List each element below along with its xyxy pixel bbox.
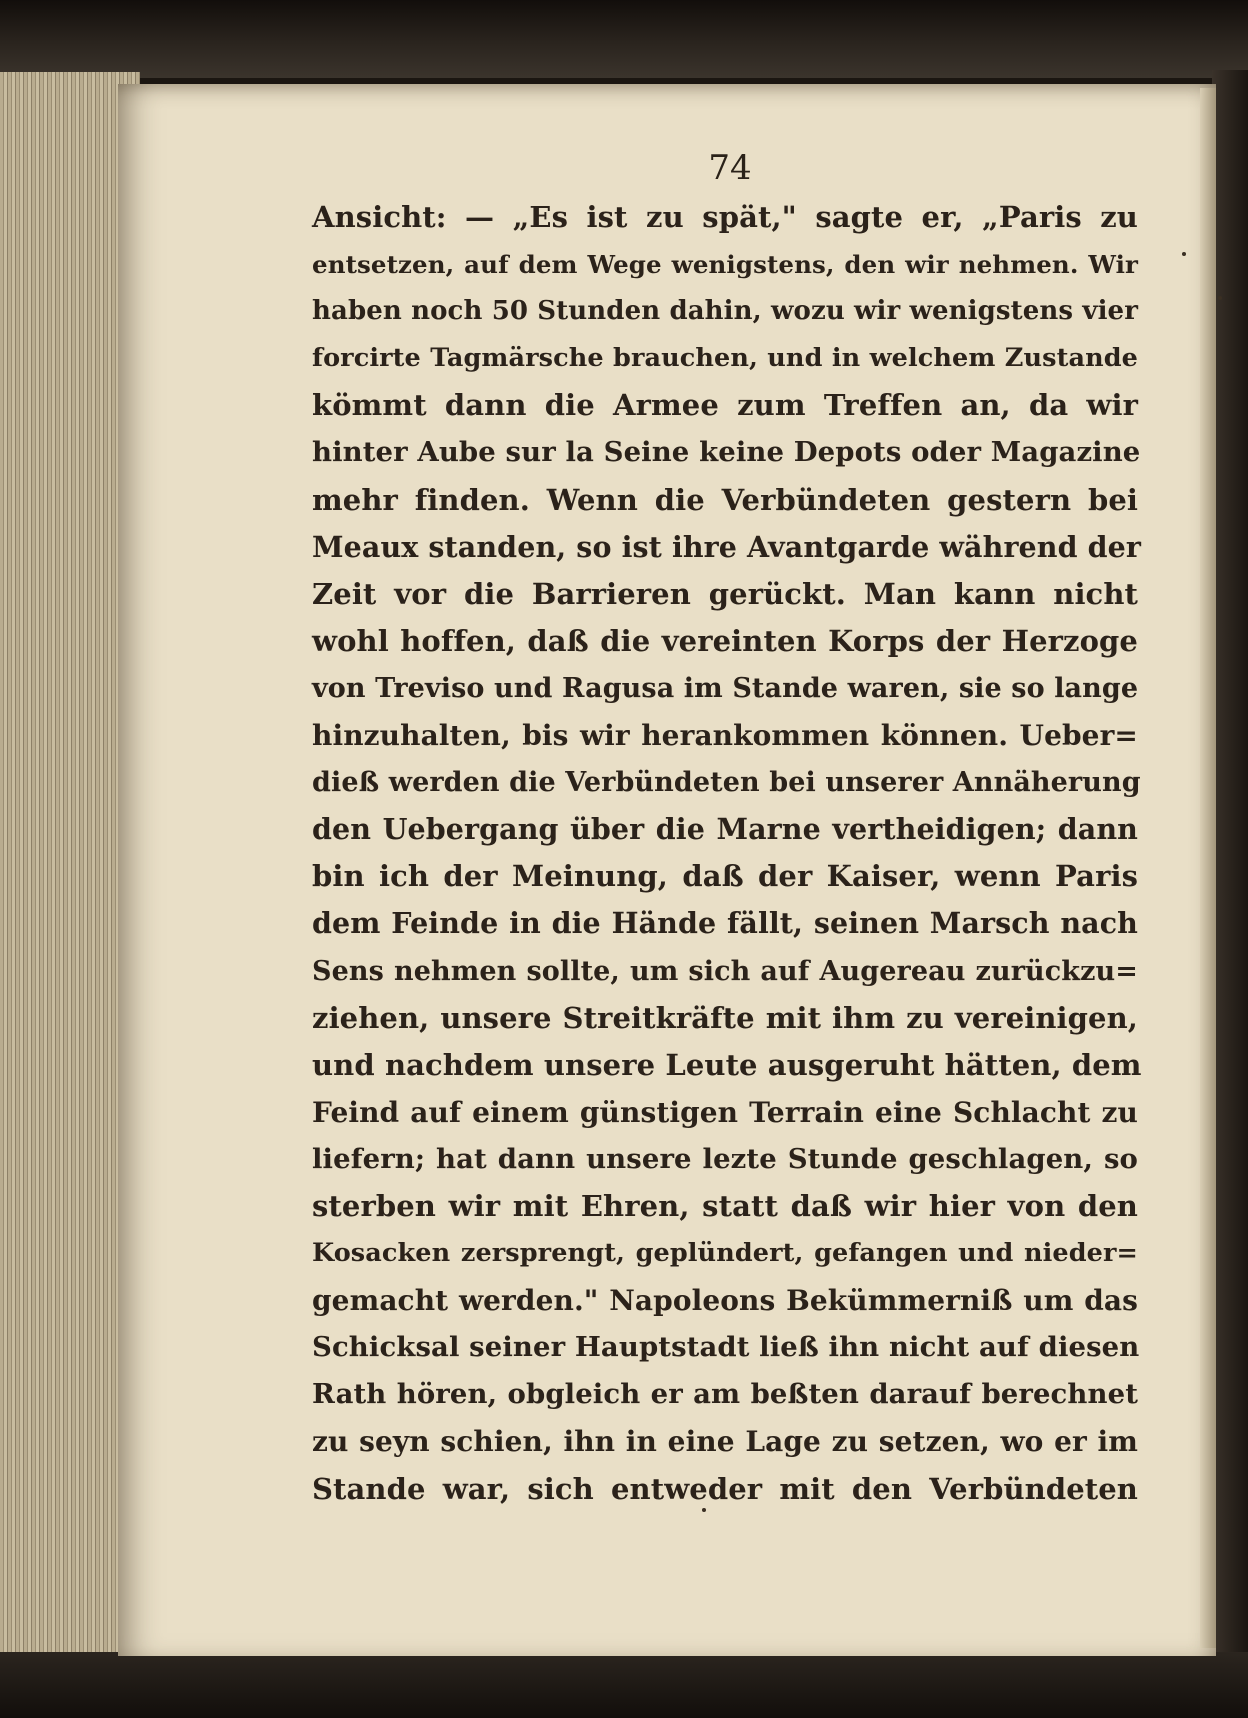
text-line: entsetzen, auf dem Wege wenigstens, den wir nehmen. Wir (312, 250, 1138, 280)
text-line: Rath hören, obgleich er am beßten darauf berechnet (312, 1378, 1138, 1411)
text-line: Sens nehmen sollte, um sich auf Augereau zurückzu= (312, 955, 1138, 987)
text-line: Meaux standen, so ist ihre Avantgarde während der (312, 529, 1142, 564)
ink-speck (1182, 252, 1186, 256)
page-right-edge (1200, 88, 1216, 1648)
text-line: mehr finden. Wenn die Verbündeten gestern bei (312, 482, 1138, 517)
text-line: Zeit vor die Barrieren gerückt. Man kann nicht (312, 576, 1138, 611)
text-line: sterben wir mit Ehren, statt daß wir hier von den (312, 1188, 1138, 1223)
text-line: dem Feinde in die Hände fällt, seinen Marsch nach (312, 906, 1138, 941)
text-line: haben noch 50 Stunden dahin, wozu wir wenigstens vier (312, 296, 1138, 327)
book-cover-right (1212, 70, 1248, 1660)
book-cover-bottom (0, 1652, 1248, 1718)
ink-speck (702, 1508, 706, 1512)
text-line: liefern; hat dann unsere lezte Stunde geschlagen, so (312, 1142, 1138, 1175)
page-number: 74 (708, 148, 752, 188)
text-line: und nachdem unsere Leute ausgeruht hätten, dem (312, 1047, 1142, 1082)
text-line: den Uebergang über die Marne vertheidigen; dann (312, 812, 1138, 847)
text-line: wohl hoffen, daß die vereinten Korps der Herzoge (312, 623, 1138, 658)
text-line: dieß werden die Verbündeten bei unserer Annäherung (312, 767, 1141, 799)
ink-speck (1218, 296, 1222, 300)
text-line: hinzuhalten, bis wir herankommen können. Ueber= (312, 719, 1138, 753)
page-text (312, 194, 1142, 1513)
text-line: Ansicht: — „Es ist zu spät," sagte er, „Paris zu (312, 200, 1138, 234)
text-line: bin ich der Meinung, daß der Kaiser, wenn Paris (312, 859, 1138, 894)
text-line: Stande war, sich entweder mit den Verbündeten (312, 1471, 1138, 1506)
text-line: Feind auf einem günstigen Terrain eine Schlacht zu (312, 1095, 1138, 1129)
text-line: kömmt dann die Armee zum Treffen an, da wir (312, 388, 1138, 423)
text-line: Schicksal seiner Hauptstadt ließ ihn nicht auf diesen (312, 1331, 1140, 1364)
text-line: gemacht werden." Napoleons Bekümmerniß um das (312, 1284, 1138, 1318)
text-line: forcirte Tagmärsche brauchen, und in welchem Zustande (312, 343, 1138, 374)
text-line: von Treviso und Ragusa im Stande waren, sie so lange (312, 672, 1139, 704)
book-cover-top (0, 0, 1248, 78)
text-line: zu seyn schien, ihn in eine Lage zu setzen, wo er im (312, 1425, 1138, 1459)
text-line: Kosacken zersprengt, geplündert, gefangen und nieder= (312, 1238, 1138, 1269)
text-line: ziehen, unsere Streitkräfte mit ihm zu vereinigen, (312, 1000, 1138, 1035)
text-line: hinter Aube sur la Seine keine Depots oder Magazine (312, 436, 1141, 469)
